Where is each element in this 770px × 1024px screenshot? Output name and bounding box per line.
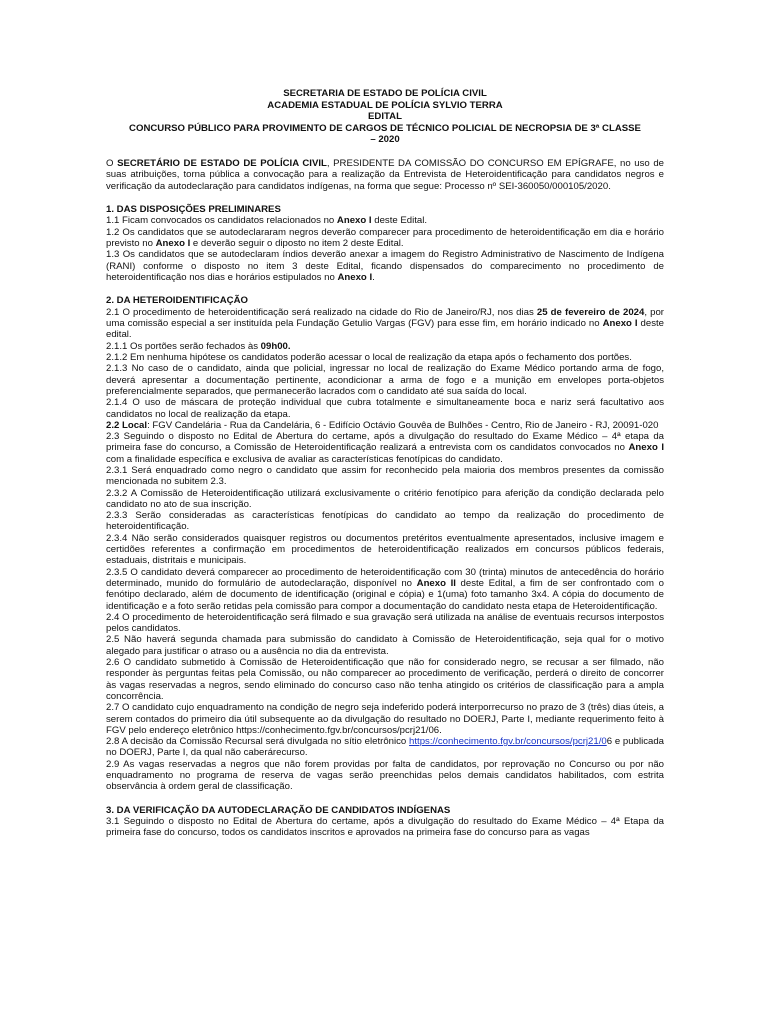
header-academia: ACADEMIA ESTADUAL DE POLÍCIA SYLVIO TERRA	[267, 99, 503, 111]
item-2-1-2: 2.1.2 Em nenhuma hipótese os candidatos poderão acessar o local de realização da etapa após o fechamento dos portões.	[106, 352, 632, 364]
document-header	[106, 88, 664, 146]
item-2-9: 2.9 As vagas reservadas a negros que não forem providas por falta de candidatos, por reprovação no Concurso ou por não enquadramento no programa de reserva de vagas serão preenchidas pelos demais candidatos habilitados, com estrita observância à ordem geral de classificação.	[106, 758, 664, 793]
item-2-3-5: 2.3.5 O candidato deverá comparecer ao procedimento de heteroidentificação com 30 (trinta) minutos de antecedência do horário determinado, munido do formulário de autodeclaração, disponível no Anexo II deste Edital, a fim de ser confrontado com o fenótipo declarado, além de documento de identificação (original e cópia) e 1(uma) foto tamanho 3x4. A cópia do documento de identificação e a foto serão retidas pela comissão para compor a documentação do candidato nesta etapa de Heteroidentificação.	[106, 566, 664, 612]
item-1-2: 1.2 Os candidatos que se autodeclararam negros deverão comparecer para procedimento de heteroidentificação em dia e horário previsto no Anexo I e deverão seguir o diposto no item 2 deste Edital.	[106, 226, 664, 250]
item-2-5: 2.5 Não haverá segunda chamada para submissão do candidato à Comissão de Heteroidentificação, seja qual for o motivo alegado para justificar o atraso ou a ausência no dia da entrevista.	[106, 634, 664, 657]
item-2-3-3: 2.3.3 Serão consideradas as características fenotípicas do candidato ao tempo da realização do procedimento de heteroidentificação.	[106, 510, 664, 533]
item-2-3-4: 2.3.4 Não serão considerados quaisquer registros ou documentos pretéritos eventualmente apresentados, inclusive imagem e certidões referentes a confirmação em procedimentos de heteroidentificação realizados em concursos públicos federais, estaduais, distritais e municipais.	[106, 532, 664, 567]
intro-paragraph: O SECRETÁRIO DE ESTADO DE POLÍCIA CIVIL, PRESIDENTE DA COMISSÃO DO CONCURSO EM EPÍGRAFE, no uso de suas atribuições, torna pública a convocação para a realização da Entrevista de Heteroidentificação para candidatos negros e verificação da autodeclaração para candidatos indígenas, na forma que segue: Processo nº SEI-360050/000105/2020.	[106, 157, 664, 192]
item-2-2: 2.2 Local: FGV Candelária - Rua da Candelária, 6 - Edifício Octávio Gouvêa de Bulhões - Centro, Rio de Janeiro - RJ, 20091-020	[106, 419, 659, 431]
item-1-1: 1.1 Ficam convocados os candidatos relacionados no Anexo I deste Edital.	[106, 215, 428, 227]
section-3	[106, 805, 664, 839]
header-edital: EDITAL	[368, 111, 402, 123]
item-2-1-4: 2.1.4 O uso de máscara de proteção individual que cubra totalmente e simultaneamente boca e nariz será facultativo aos candidatos no local de realização da etapa.	[106, 397, 664, 420]
item-2-6: 2.6 O candidato submetido à Comissão de Heteroidentificação que não for considerado negro, se recusar a ser filmado, não responder às perguntas feitas pela Comissão, ou não comparecer ao procedimento de verificação, perderá o direito de concorrer às vagas reservadas a negros, sendo eliminado do concurso caso não tenha atingido os critérios de classificação para a ampla concorrência.	[106, 657, 664, 702]
item-2-7: 2.7 O candidato cujo enquadramento na condição de negro seja indeferido poderá interporrecurso no prazo de 3 (três) dias úteis, a serem contados do primeiro dia útil subsequente ao da divulgação do resultado no DOERJ, Parte I, mediante requerimento feito à FGV pelo endereço eletrônico https://conhecimento.fgv.br/concursos/pcrj21/06.	[106, 702, 664, 736]
item-2-1-1: 2.1.1 Os portões serão fechados às 09h00.	[106, 340, 291, 352]
section-2-title: 2. DA HETEROIDENTIFICAÇÃO	[106, 295, 248, 307]
item-3-1: 3.1 Seguindo o disposto no Edital de Abertura do certame, após a divulgação do resultado do Exame Médico – 4ª Etapa da primeira fase do concurso, todos os candidatos inscritos e aprovados na primeira fase do concurso para as vagas	[106, 816, 664, 839]
section-1-title: 1. DAS DISPOSIÇÕES PRELIMINARES	[106, 203, 281, 215]
item-2-8: 2.8 A decisão da Comissão Recursal será divulgada no sítio eletrônico https://conhecimento.fgv.br/concursos/pcrj21/06 e publicada no DOERJ, Parte I, da qual não caberárecurso.	[106, 736, 665, 759]
section-1	[106, 204, 664, 283]
item-2-3-2: 2.3.2 A Comissão de Heteroidentificação utilizará exclusivamente o critério fenotípico para aferição da condição declarada pelo candidato no ato de sua inscrição.	[106, 487, 664, 510]
section-2	[106, 295, 664, 792]
header-concurso: CONCURSO PÚBLICO PARA PROVIMENTO DE CARGOS DE TÉCNICO POLICIAL DE NECROPSIA DE 3ª CLASSE	[129, 122, 641, 134]
item-2-4: 2.4 O procedimento de heteroidentificação será filmado e sua gravação será utilizada na análise de eventuais recursos interpostos pelos candidatos.	[106, 611, 664, 635]
section-3-title: 3. DA VERIFICAÇÃO DA AUTODECLARAÇÃO DE CANDIDATOS INDÍGENAS	[106, 804, 451, 816]
header-secretaria: SECRETARIA DE ESTADO DE POLÍCIA CIVIL	[283, 88, 487, 99]
item-2-1: 2.1 O procedimento de heteroidentificação será realizado na cidade do Rio de Janeiro/RJ, nos dias 25 de fevereiro de 2024, por uma comissão especial a ser instituída pela Fundação Getulio Vargas (FGV) para esse fim, em horário indicado no Anexo I deste edital.	[106, 306, 664, 341]
header-year: – 2020	[370, 134, 400, 146]
item-2-3: 2.3 Seguindo o disposto no Edital de Abertura do certame, após a divulgação do resultado do Exame Médico – 4ª etapa da primeira fase do concurso, a Comissão de Heteroidentificação realizará a entrevista com os candidatos convocados no Anexo I com a finalidade específica e exclusiva de avaliar as características fenotípicas do candidato.	[106, 431, 664, 465]
intro-bold: SECRETÁRIO DE ESTADO DE POLÍCIA CIVIL	[117, 157, 327, 169]
item-1-3: 1.3 Os candidatos que se autodeclaram índios deverão anexar a imagem do Registro Administrativo de Nascimento de Indígena (RANI) conforme o disposto no item 3 deste Edital, ficando dispensados do comparecimento no procedimento de heteroidentificação nos dias e horários estipulados no Anexo I.	[106, 249, 664, 283]
item-2-3-1: 2.3.1 Será enquadrado como negro o candidato que assim for reconhecido pela maioria dos membros presentes da comissão mencionada no subitem 2.3.	[106, 464, 664, 488]
fgv-recurso-link[interactable]: https://conhecimento.fgv.br/concursos/pcrj21/0	[409, 736, 607, 748]
item-2-1-3: 2.1.3 No caso de o candidato, ainda que policial, ingressar no local de realização do Exame Médico portando arma de fogo, deverá apresentar a documentação pertinente, acondicionar a arma de fogo e a munição em envelopes porta-objetos preferencialmente separados, que permanecerão lacrados com o candidato até sua saída do local.	[106, 363, 664, 397]
